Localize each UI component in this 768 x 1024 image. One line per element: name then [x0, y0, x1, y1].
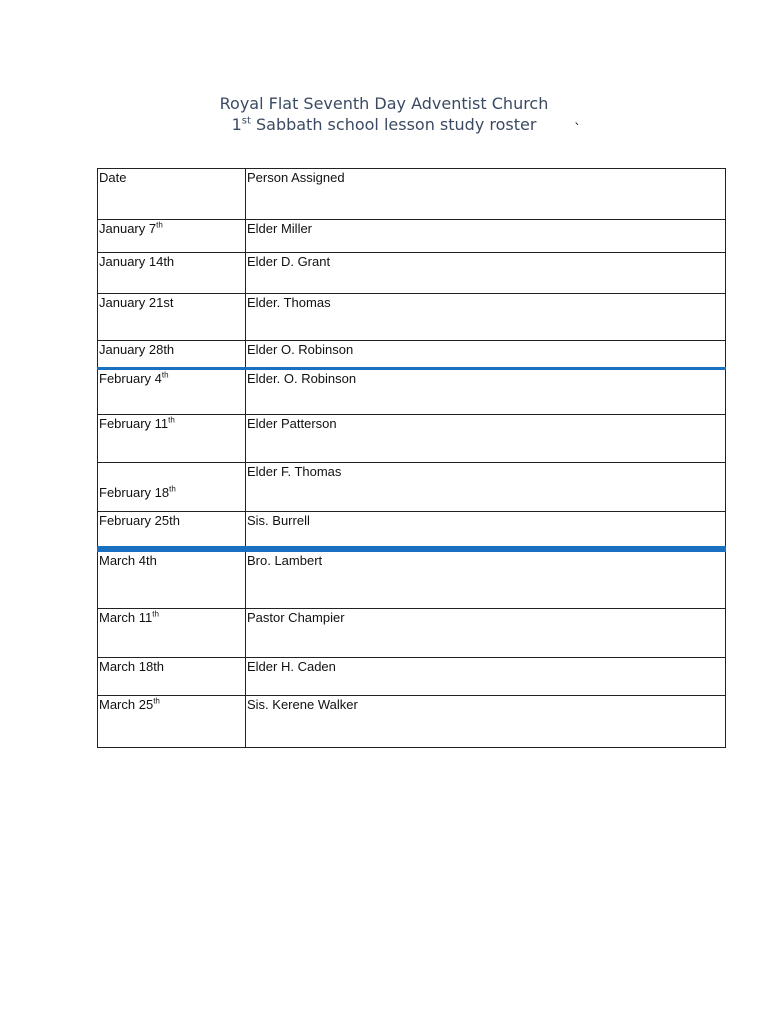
- table-row: [98, 341, 726, 369]
- subtitle-number: 1: [231, 115, 242, 134]
- person-cell: Sis. Kerene Walker: [246, 696, 726, 748]
- roster-subtitle: [0, 114, 768, 135]
- date-cell: March 11th: [98, 609, 246, 658]
- person-cell: Elder F. Thomas: [246, 463, 726, 512]
- subtitle-text: Sabbath school lesson study roster: [250, 115, 537, 134]
- person-cell: Pastor Champier: [246, 609, 726, 658]
- table-row: [98, 549, 726, 609]
- date-cell: January 14th: [98, 253, 246, 294]
- date-cell: January 28th: [98, 341, 246, 369]
- date-cell: January 21st: [98, 294, 246, 341]
- person-cell: Elder O. Robinson: [246, 341, 726, 369]
- table-row: [98, 463, 726, 512]
- table-header-row: [98, 169, 726, 220]
- person-cell: Sis. Burrell: [246, 512, 726, 549]
- person-cell: Elder Patterson: [246, 415, 726, 463]
- table-row: [98, 253, 726, 294]
- header-date: Date: [98, 169, 246, 220]
- date-cell: February 4th: [98, 369, 246, 415]
- date-cell: January 7th: [98, 220, 246, 253]
- table-row: [98, 696, 726, 748]
- subtitle-ordinal-suffix: st: [241, 115, 251, 127]
- table-row: [98, 220, 726, 253]
- person-cell: Elder H. Caden: [246, 658, 726, 696]
- person-cell: Elder D. Grant: [246, 253, 726, 294]
- stray-mark: `: [574, 122, 581, 138]
- person-cell: Elder. O. Robinson: [246, 369, 726, 415]
- date-cell: February 25th: [98, 512, 246, 549]
- table-row: [98, 512, 726, 549]
- table-row: [98, 609, 726, 658]
- person-cell: Elder Miller: [246, 220, 726, 253]
- church-name: Royal Flat Seventh Day Adventist Church: [219, 94, 549, 113]
- document-title: [0, 93, 768, 135]
- person-cell: Bro. Lambert: [246, 549, 726, 609]
- roster-table: [97, 168, 726, 748]
- date-cell: February 18th: [98, 463, 246, 512]
- date-cell: March 25th: [98, 696, 246, 748]
- person-cell: Elder. Thomas: [246, 294, 726, 341]
- table-row: [98, 294, 726, 341]
- table-row: [98, 658, 726, 696]
- date-cell: February 11th: [98, 415, 246, 463]
- table-row: [98, 415, 726, 463]
- header-person-assigned: Person Assigned: [246, 169, 726, 220]
- table-row: [98, 369, 726, 415]
- date-cell: March 18th: [98, 658, 246, 696]
- date-cell: March 4th: [98, 549, 246, 609]
